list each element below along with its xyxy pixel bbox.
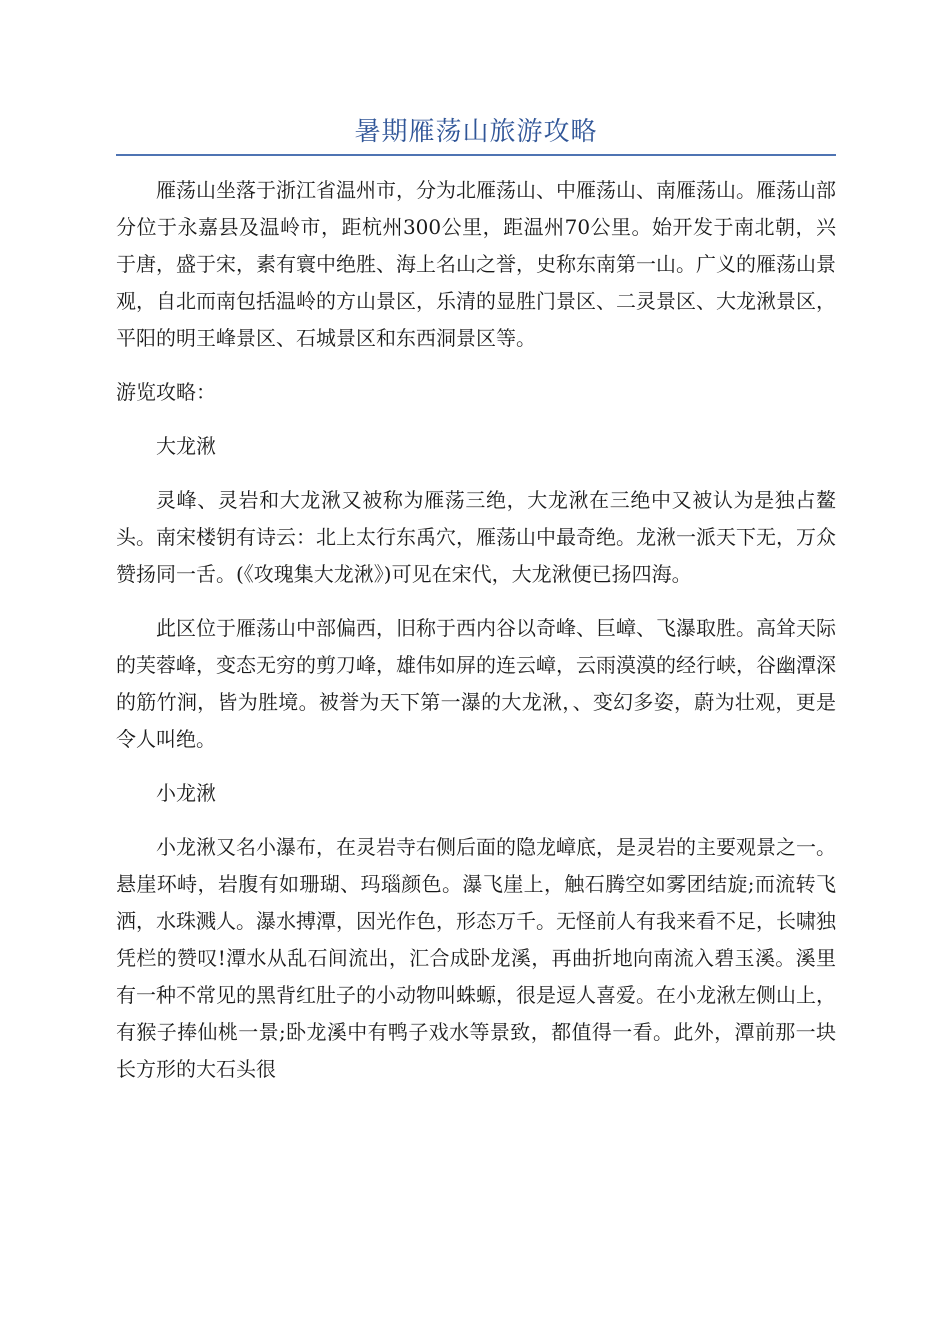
intro-paragraph: 雁荡山坐落于浙江省温州市，分为北雁荡山、中雁荡山、南雁荡山。雁荡山部分位于永嘉县及温岭市，距杭州300公里，距温州70公里。始开发于南北朝，兴于唐，盛于宋，素有寰中绝胜、海上名山之誉，史称东南第一山。广义的雁荡山景观，自北而南包括温岭的方山景区，乐清的显胜门景区、二灵景区、大龙湫景区，平阳的明王峰景区、石城景区和东西洞景区等。 <box>116 178 836 350</box>
document-page <box>116 112 836 1105</box>
section-paragraph: 灵峰、灵岩和大龙湫又被称为雁荡三绝，大龙湫在三绝中又被认为是独占鳌头。南宋楼钥有诗云：北上太行东禹穴，雁荡山中最奇绝。龙湫一派天下无，万众赞扬同一舌。(《攻瑰集大龙湫》)可见在宋代，大龙湫便已扬四海。 <box>116 488 836 586</box>
section-heading-dalongqiu: 大龙湫 <box>156 434 216 458</box>
section-paragraph: 小龙湫又名小瀑布，在灵岩寺右侧后面的隐龙嶂底，是灵岩的主要观景之一。悬崖环峙，岩腹有如珊瑚、玛瑙颜色。瀑飞崖上，触石腾空如雾团结旋;而流转飞洒，水珠溅人。瀑水搏潭，因光作色，形态万千。无怪前人有我来看不足，长啸独凭栏的赞叹!潭水从乱石间流出，汇合成卧龙溪，再曲折地向南流入碧玉溪。溪里有一种不常见的黑背红肚子的小动物叫蛛螈，很是逗人喜爱。在小龙湫左侧山上，有猴子捧仙桃一景;卧龙溪中有鸭子戏水等景致，都值得一看。此外，潭前那一块长方形的大石头很 <box>116 835 836 1081</box>
document-title: 暑期雁荡山旅游攻略 <box>354 117 598 147</box>
section-paragraph: 此区位于雁荡山中部偏西，旧称于西内谷以奇峰、巨嶂、飞瀑取胜。高耸天际的芙蓉峰，变态无穷的剪刀峰，雄伟如屏的连云嶂，云雨漠漠的经行峡，谷幽潭深的筋竹涧，皆为胜境。被誉为天下第一瀑的大龙湫，、变幻多姿，蔚为壮观，更是令人叫绝。 <box>116 616 836 751</box>
guide-label: 游览攻略： <box>116 380 216 404</box>
section-heading-xiaolongqiu: 小龙湫 <box>156 781 216 805</box>
title-underline <box>116 154 836 156</box>
